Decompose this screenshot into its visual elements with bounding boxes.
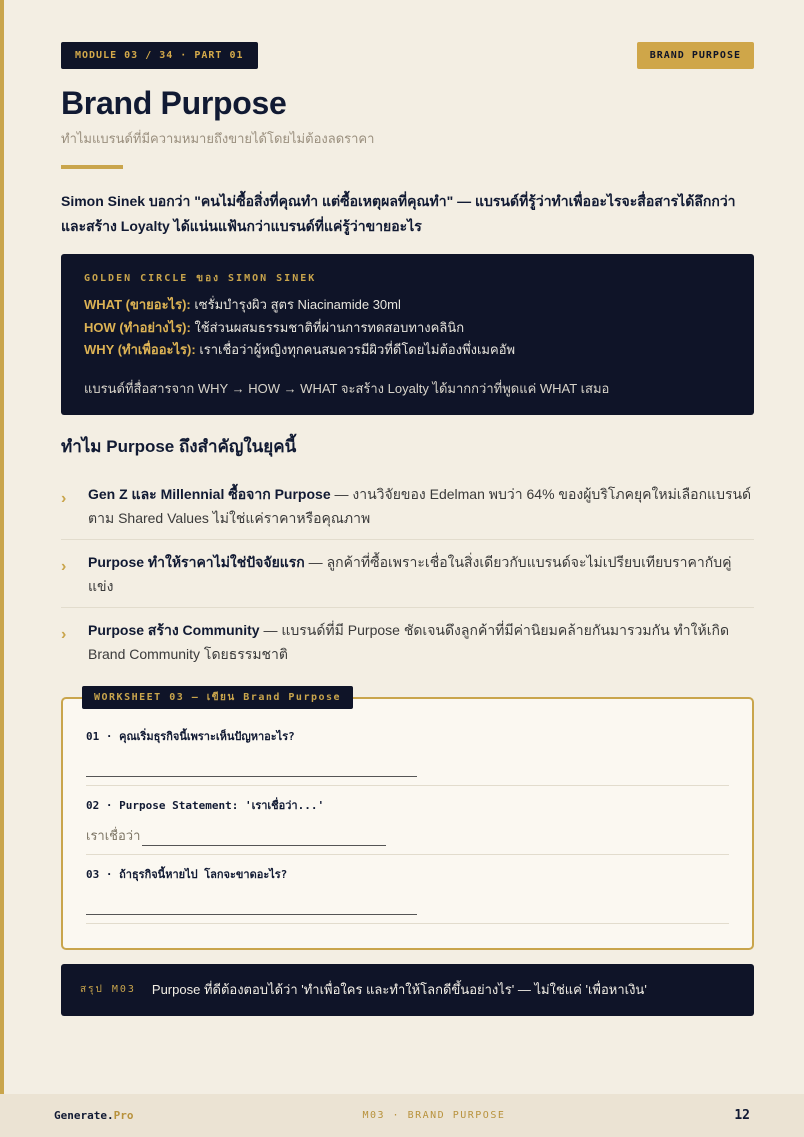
list-item (61, 540, 754, 608)
reasons-list (61, 472, 754, 675)
why-text: เราเชื่อว่าผู้หญิงทุกคนสมควรมีผิวที่ดีโดยไม่ต้องพึ่งเมคอัพ (195, 342, 516, 357)
why-key: WHY (ทำเพื่ออะไร): (84, 342, 196, 357)
question-label: 01 · คุณเริ่มธุรกิจนี้เพราะเห็นปัญหาอะไร? (86, 729, 295, 743)
summary-text: Purpose ที่ดีต้องตอบได้ว่า 'ทำเพื่อใคร และทำให้โลกดีขึ้นอย่างไร' — ไม่ใช่แค่ 'เพื่อหาเงิน' (151, 982, 647, 997)
answer-line[interactable] (86, 826, 729, 846)
reason-heading: Purpose สร้าง Community (88, 621, 260, 638)
golden-circle-note: แบรนด์ที่สื่อสารจาก WHY → HOW → WHAT จะสร้าง Loyalty ได้มากกว่าที่พูดแค่ WHAT เสมอ (84, 380, 610, 396)
worksheet-question (86, 786, 729, 855)
answer-blank[interactable] (86, 914, 417, 915)
page-title: Brand Purpose (61, 85, 287, 121)
reason-heading: Purpose ทำให้ราคาไม่ใช่ปัจจัยแรก (88, 553, 305, 570)
question-label: 02 · Purpose Statement: 'เราเชื่อว่า...' (86, 798, 325, 812)
golden-circle-why (84, 339, 731, 362)
reason-text (88, 482, 754, 530)
top-bar (61, 42, 754, 69)
summary-bar (61, 964, 754, 1016)
golden-circle-how (84, 317, 731, 340)
answer-line[interactable] (86, 757, 729, 777)
what-key: WHAT (ขายอะไร): (84, 297, 191, 312)
reason-heading: Gen Z และ Millennial ซื้อจาก Purpose (88, 485, 331, 502)
answer-blank[interactable] (142, 845, 386, 846)
reason-text (88, 550, 754, 598)
answer-line[interactable] (86, 895, 729, 915)
reason-text (88, 618, 754, 666)
golden-circle-what (84, 294, 731, 317)
list-item (61, 472, 754, 540)
footer-brand (54, 1109, 133, 1122)
page-number: 12 (734, 1108, 750, 1123)
worksheet-tab: WORKSHEET 03 — เขียน Brand Purpose (82, 686, 353, 709)
brand-main: Generate. (54, 1109, 114, 1122)
golden-circle-box (61, 254, 754, 415)
page-subtitle: ทำไมแบรนด์ที่มีความหมายถึงขายได้โดยไม่ต้องลดราคา (61, 131, 375, 146)
lead-paragraph: Simon Sinek บอกว่า "คนไม่ซื้อสิ่งที่คุณทำ แต่ซื้อเหตุผลที่คุณทำ" — แบรนด์ที่รู้ว่าทำเพื่ออะไรจะสื่อสารได้ลึกกว่า และสร้าง Loyalty ได้แน่นแฟ้นกว่าแบรนด์ที่แค่รู้ว่าขายอะไร (61, 193, 736, 234)
question-label: 03 · ถ้าธุรกิจนี้หายไป โลกจะขาดอะไร? (86, 867, 288, 881)
module-badge: MODULE 03 / 34 · PART 01 (61, 42, 258, 69)
chevron-right-icon: › (61, 625, 67, 643)
summary-tag: สรุป M03 (80, 984, 136, 995)
reason-body: — แบรนด์ที่มี Purpose ชัดเจนดึงลูกค้าที่มีค่านิยมคล้ายกันมารวมกัน ทำให้เกิด Brand Community โดยธรรมชาติ (88, 621, 730, 662)
reason-body: — ลูกค้าที่ซื้อเพราะเชื่อในสิ่งเดียวกับแบรนด์จะไม่เปรียบเทียบราคากับคู่แข่ง (88, 553, 732, 594)
how-text: ใช้ส่วนผสมธรรมชาติที่ผ่านการทดสอบทางคลินิก (190, 319, 465, 335)
reason-body: — งานวิจัยของ Edelman พบว่า 64% ของผู้บริโภคยุคใหม่เลือกแบรนด์ตาม Shared Values ไม่ใช่แค่ราคาหรือคุณภาพ (88, 485, 752, 526)
answer-prefix: เราเชื่อว่า (86, 827, 141, 843)
page-footer (0, 1094, 804, 1137)
section-title: ทำไม Purpose ถึงสำคัญในยุคนี้ (61, 436, 297, 456)
page-content (61, 42, 754, 1016)
topic-badge: BRAND PURPOSE (637, 42, 754, 69)
answer-blank[interactable] (86, 776, 417, 777)
brand-accent: Pro (113, 1109, 134, 1122)
what-text: เซรั่มบำรุงผิว สูตร Niacinamide 30ml (190, 297, 401, 312)
chevron-right-icon: › (61, 557, 67, 575)
worksheet-question (86, 855, 729, 924)
worksheet-question (86, 721, 729, 786)
title-divider (61, 165, 123, 169)
list-item (61, 608, 754, 675)
worksheet-box (61, 691, 754, 950)
chevron-right-icon: › (61, 489, 67, 507)
golden-circle-title: GOLDEN CIRCLE ของ SIMON SINEK (84, 273, 317, 284)
footer-section: M03 · BRAND PURPOSE (362, 1110, 506, 1121)
left-accent-rule (0, 0, 4, 1094)
how-key: HOW (ทำอย่างไร): (84, 319, 191, 335)
